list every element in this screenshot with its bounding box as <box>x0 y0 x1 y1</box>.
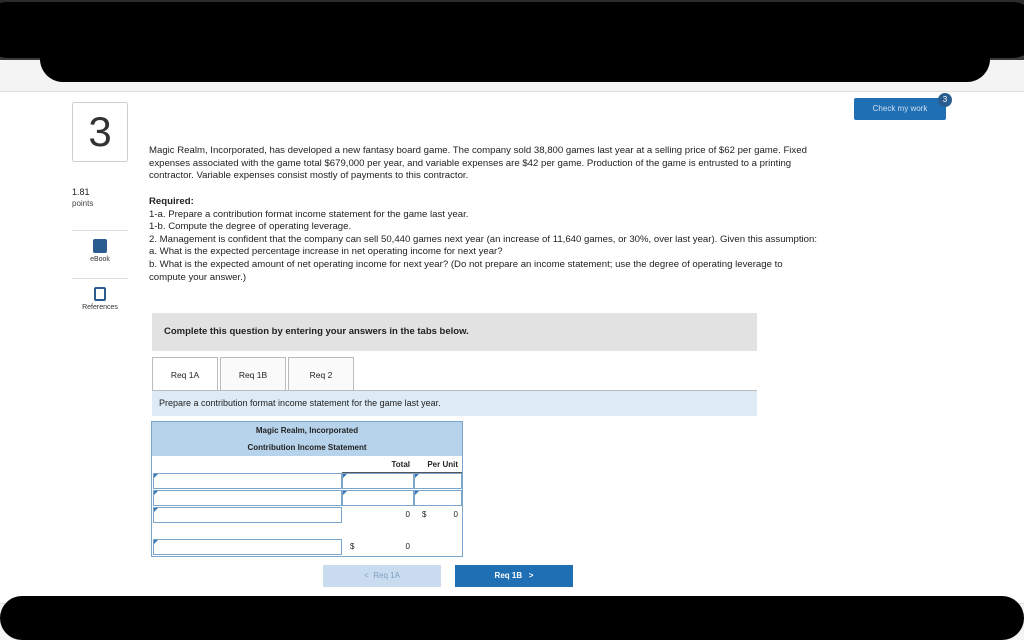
redaction-mark <box>40 36 990 82</box>
document-icon <box>94 287 106 301</box>
income-statement-table <box>151 421 463 557</box>
tab-req-1b[interactable]: Req 1B <box>220 357 286 391</box>
required-line: 1-b. Compute the degree of operating leverage. <box>149 221 352 233</box>
check-count-badge: 3 <box>938 93 952 107</box>
question-intro <box>149 145 819 183</box>
question-intro-text: Magic Realm, Incorporated, has developed a new fantasy board game. The company sold 38,800 games last year at a selling price of $62 per game. Fixed expenses associated with the game total $679,000 per year, and variable expenses are $42 per game. Production of the game is entrusted to a printing contractor. Variable expenses consist mostly of payments to this contractor. <box>149 145 807 182</box>
tab-prompt: Prepare a contribution format income statement for the game last year. <box>152 391 757 416</box>
redaction-mark <box>0 596 1024 640</box>
row2-per-unit-input[interactable] <box>414 490 462 506</box>
ebook-tool[interactable] <box>72 230 128 263</box>
row2-label-input[interactable] <box>153 490 342 506</box>
next-req-label: Req 1B <box>494 571 523 580</box>
row4-dollar-sign: $ <box>350 542 355 551</box>
book-icon <box>93 239 107 253</box>
references-tool[interactable] <box>72 278 128 311</box>
row2-total-input[interactable] <box>342 490 414 506</box>
tab-req-1a[interactable]: Req 1A <box>152 357 218 391</box>
required-line: 1-a. Prepare a contribution format income statement for the game last year. <box>149 208 469 220</box>
column-total-header: Total <box>342 456 414 473</box>
check-my-work-button[interactable]: Check my work <box>854 98 946 120</box>
row3-total-value: 0 <box>405 510 410 519</box>
row1-label-input[interactable] <box>153 473 342 489</box>
instruction-bar: Complete this question by entering your answers in the tabs below. <box>152 313 757 351</box>
ebook-label: eBook <box>90 256 110 263</box>
row3-per-unit-value: 0 <box>453 510 458 519</box>
points-label: points <box>72 199 94 208</box>
prev-req-label: Req 1A <box>373 571 400 580</box>
required-line: 2. Management is confident that the company can sell 50,440 games next year (an increase of 11,640 games, or 30%, over last year). Given this assumption: <box>149 233 818 245</box>
required-line: b. What is the expected amount of net operating income for next year? (Do not prepare an income statement; use the degree of operating leverage to compute your answer.) <box>149 258 783 283</box>
tab-req-2[interactable]: Req 2 <box>288 357 354 391</box>
points-value: 1.81 <box>72 187 90 197</box>
row3-label-input[interactable] <box>153 507 342 523</box>
row1-total-input[interactable] <box>342 473 414 489</box>
prev-req-button[interactable]: < Req 1A <box>323 565 441 587</box>
row4-total-value: 0 <box>405 542 410 551</box>
next-req-button[interactable]: Req 1B > <box>455 565 573 587</box>
row3-dollar-sign: $ <box>422 510 427 519</box>
statement-company: Magic Realm, Incorporated <box>152 422 462 439</box>
required-line: a. What is the expected percentage increase in net operating income for next year? <box>149 246 503 258</box>
statement-title: Contribution Income Statement <box>152 439 462 456</box>
references-label: References <box>82 304 118 311</box>
row1-per-unit-input[interactable] <box>414 473 462 489</box>
question-number: 3 <box>72 102 128 162</box>
row4-label-input[interactable] <box>153 539 342 555</box>
column-per-unit-header: Per Unit <box>414 456 462 473</box>
required-heading: Required: <box>149 196 194 207</box>
required-block <box>149 196 819 284</box>
